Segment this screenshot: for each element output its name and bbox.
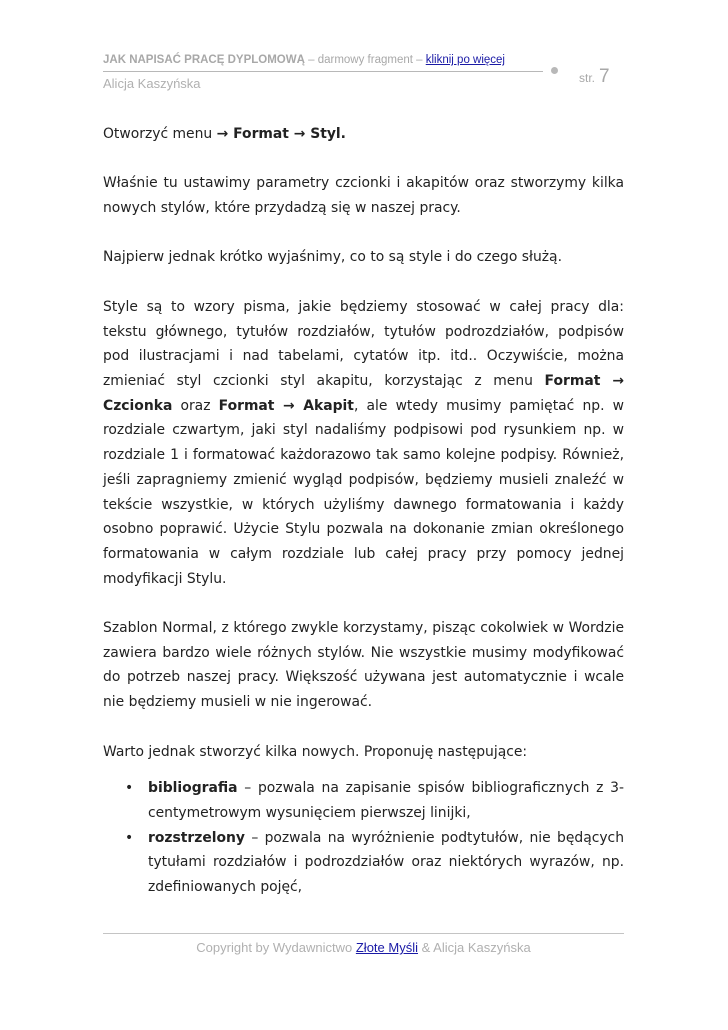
menu-format: Format <box>228 126 294 142</box>
text-run: oraz <box>172 397 219 414</box>
more-link[interactable]: kliknij po więcej <box>425 54 505 66</box>
paragraph: Właśnie tu ustawimy parametry czcionki i akapitów oraz stworzymy kilka nowych stylów, które przydadzą się w naszej pracy. <box>103 175 624 217</box>
paragraph <box>103 295 624 591</box>
footer-divider <box>103 933 624 934</box>
styles-list <box>103 776 624 900</box>
header-dot-icon <box>551 67 558 74</box>
list-item <box>103 776 624 825</box>
page-number: 7 <box>599 66 610 87</box>
list-item <box>103 826 624 900</box>
arrow-icon: → <box>293 126 306 142</box>
menu-path-akapit: Format → Akapit <box>218 397 354 414</box>
paragraph: Najpierw jednak krótko wyjaśnimy, co to są style i do czego służą. <box>103 249 562 266</box>
book-title: JAK NAPISAĆ PRACĘ DYPLOMOWĄ <box>103 54 305 66</box>
list-term: rozstrzelony <box>148 829 245 846</box>
fragment-label: darmowy fragment <box>317 54 413 66</box>
list-desc: – pozwala na wyróżnienie podtytułów, nie będących tytułami rozdziałów i podrozdziałów oraz niektórych wyrazów, np. zdefiniowanych pojęć, <box>148 829 624 896</box>
list-term: bibliografia <box>148 780 238 797</box>
menu-styl: Styl. <box>305 126 346 142</box>
header-separator: – <box>412 54 426 66</box>
page-label: str. <box>579 71 596 85</box>
footer-suffix: & Alicja Kaszyńska <box>417 940 531 955</box>
footer-prefix: Copyright by Wydawnictwo <box>196 940 356 955</box>
document-body <box>103 122 624 900</box>
publisher-link[interactable]: Złote Myśli <box>355 940 418 955</box>
list-desc: – pozwala na zapisanie spisów bibliograficznych z 3-centymetrowym wysunięciem pierwszej linijki, <box>148 780 624 821</box>
header-divider <box>103 71 543 72</box>
bullet-icon: • <box>125 780 134 797</box>
running-header <box>103 54 505 66</box>
header-separator: – <box>304 54 318 66</box>
menu-path-czcionka: Format → Czcionka <box>103 372 625 414</box>
bullet-icon: • <box>125 829 134 846</box>
paragraph: Szablon Normal, z którego zwykle korzystamy, pisząc cokolwiek w Wordzie zawiera bardzo wiele różnych stylów. Nie wszystkie musimy modyfikować do potrzeb naszej pracy. Większość używana jest automatycznie i wcale nie będziemy musieli w nie ingerować. <box>103 620 624 711</box>
arrow-icon: → <box>216 126 229 142</box>
text-run: Style są to wzory pisma, jakie będziemy stosować w całej pracy dla: tekstu głównego, tytułów rozdziałów, tytułów podrozdziałów, podpisów pod ilustracjami i nad tabelami, cytatów itp. itd.. Oczywiście, można zmieniać styl czcionki styl akapitu, korzystając z menu <box>103 298 624 389</box>
text-run: Otworzyć menu <box>103 126 217 142</box>
text-run: , ale wtedy musimy pamiętać np. w rozdziale czwartym, jaki styl nadaliśmy podpisowi pod rysunkiem np. w rozdziale 1 i formatować każdorazowo tak samo kolejne podpisy. Również, jeśli zapragniemy zmienić wygląd podpisów, będziemy musieli znaleźć w tekście wszystkie, w których użyliśmy dawnego formatowania i każdy osobno poprawić. Użycie Stylu pozwala na dokonanie zmian określonego formatowania w całym rozdziale lub całej pracy przy pomocy jednej modyfikacji Stylu. <box>103 397 624 587</box>
footer-copyright <box>103 940 624 955</box>
page-indicator <box>579 66 610 88</box>
paragraph <box>103 122 624 147</box>
header-author: Alicja Kaszyńska <box>103 76 201 91</box>
paragraph: Warto jednak stworzyć kilka nowych. Proponuję następujące: <box>103 743 528 760</box>
